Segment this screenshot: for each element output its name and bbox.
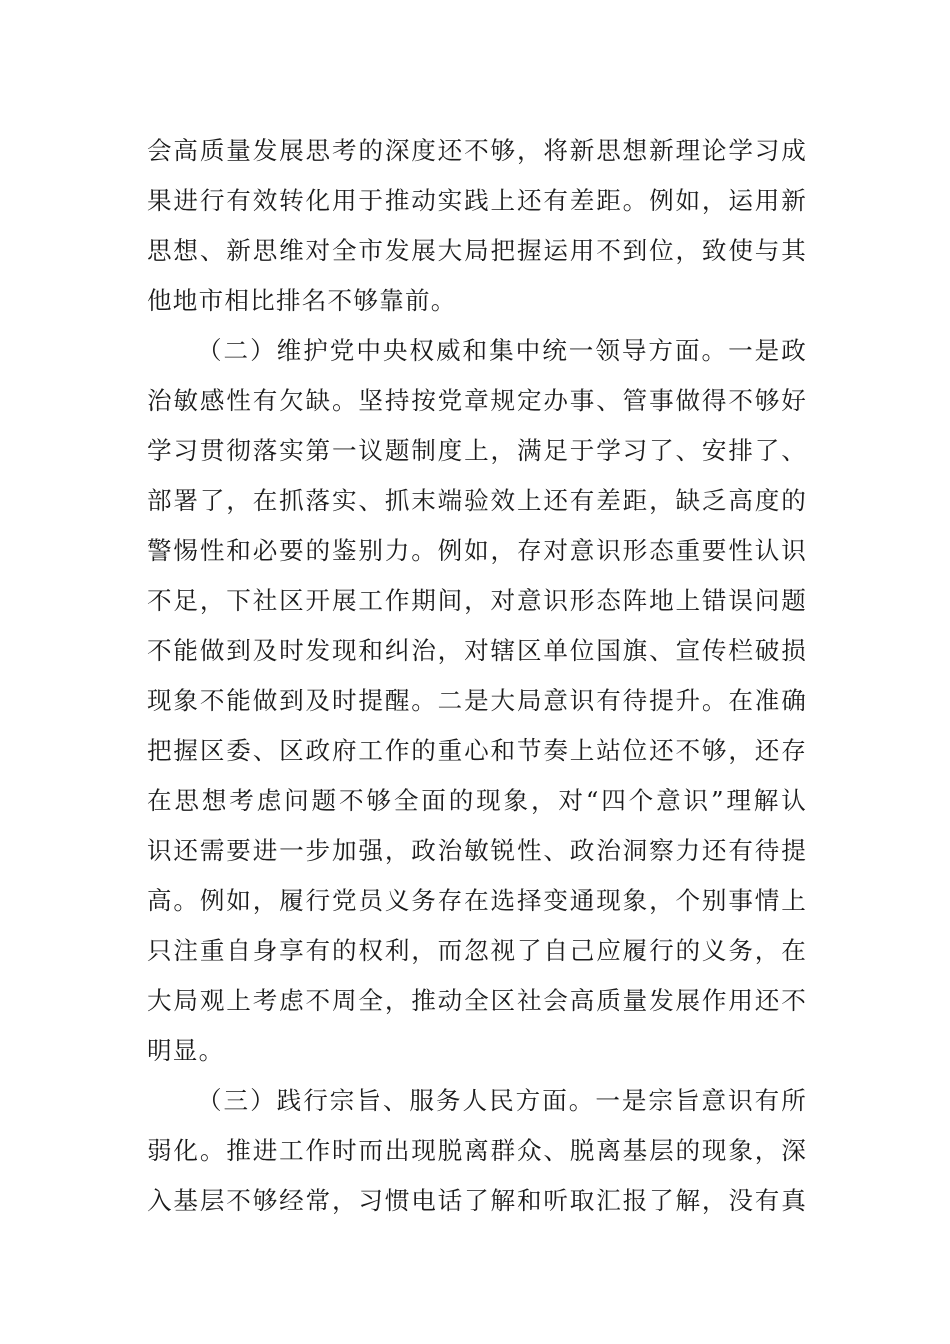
text-line: 治敏感性有欠缺。坚持按党章规定办事、管事做得不够好 xyxy=(147,386,807,415)
text-line: 会高质量发展思考的深度还不够，将新思想新理论学习成 xyxy=(147,136,807,165)
paragraph-1 xyxy=(147,126,807,326)
text-line: 部署了，在抓落实、抓末端验效上还有差距，缺乏高度的 xyxy=(147,486,807,515)
text-line: 高。例如，履行党员义务存在选择变通现象，个别事情上 xyxy=(147,886,807,915)
text-line: 大局观上考虑不周全，推动全区社会高质量发展作用还不 xyxy=(147,986,807,1015)
paragraph-3 xyxy=(147,1076,807,1226)
text-line: 学习贯彻落实第一议题制度上，满足于学习了、安排了、 xyxy=(147,436,807,465)
text-line: 警惕性和必要的鉴别力。例如，存对意识形态重要性认识 xyxy=(147,536,807,565)
text-line: 把握区委、区政府工作的重心和节奏上站位还不够，还存 xyxy=(147,736,807,765)
text-line: 只注重自身享有的权利，而忽视了自己应履行的义务，在 xyxy=(147,936,807,965)
text-line: 在思想考虑问题不够全面的现象，对“四个意识”理解认 xyxy=(147,786,807,815)
text-line: （三）践行宗旨、服务人民方面。一是宗旨意识有所 xyxy=(197,1086,807,1115)
text-line: 识还需要进一步加强，政治敏锐性、政治洞察力还有待提 xyxy=(147,836,807,865)
text-line: 果进行有效转化用于推动实践上还有差距。例如，运用新 xyxy=(147,186,807,215)
text-line: 现象不能做到及时提醒。二是大局意识有待提升。在准确 xyxy=(147,686,807,715)
text-line: 入基层不够经常，习惯电话了解和听取汇报了解，没有真 xyxy=(147,1186,807,1215)
text-line: 他地市相比排名不够靠前。 xyxy=(147,286,457,315)
text-line: 明显。 xyxy=(147,1036,225,1065)
paragraph-2 xyxy=(147,326,807,1076)
text-line: 不足，下社区开展工作期间，对意识形态阵地上错误问题 xyxy=(147,586,807,615)
text-line: 不能做到及时发现和纠治，对辖区单位国旗、宣传栏破损 xyxy=(147,636,807,665)
text-line: （二）维护党中央权威和集中统一领导方面。一是政 xyxy=(197,336,807,365)
text-line: 弱化。推进工作时而出现脱离群众、脱离基层的现象，深 xyxy=(147,1136,807,1165)
text-line: 思想、新思维对全市发展大局把握运用不到位，致使与其 xyxy=(147,236,807,265)
body-text xyxy=(147,126,807,1226)
